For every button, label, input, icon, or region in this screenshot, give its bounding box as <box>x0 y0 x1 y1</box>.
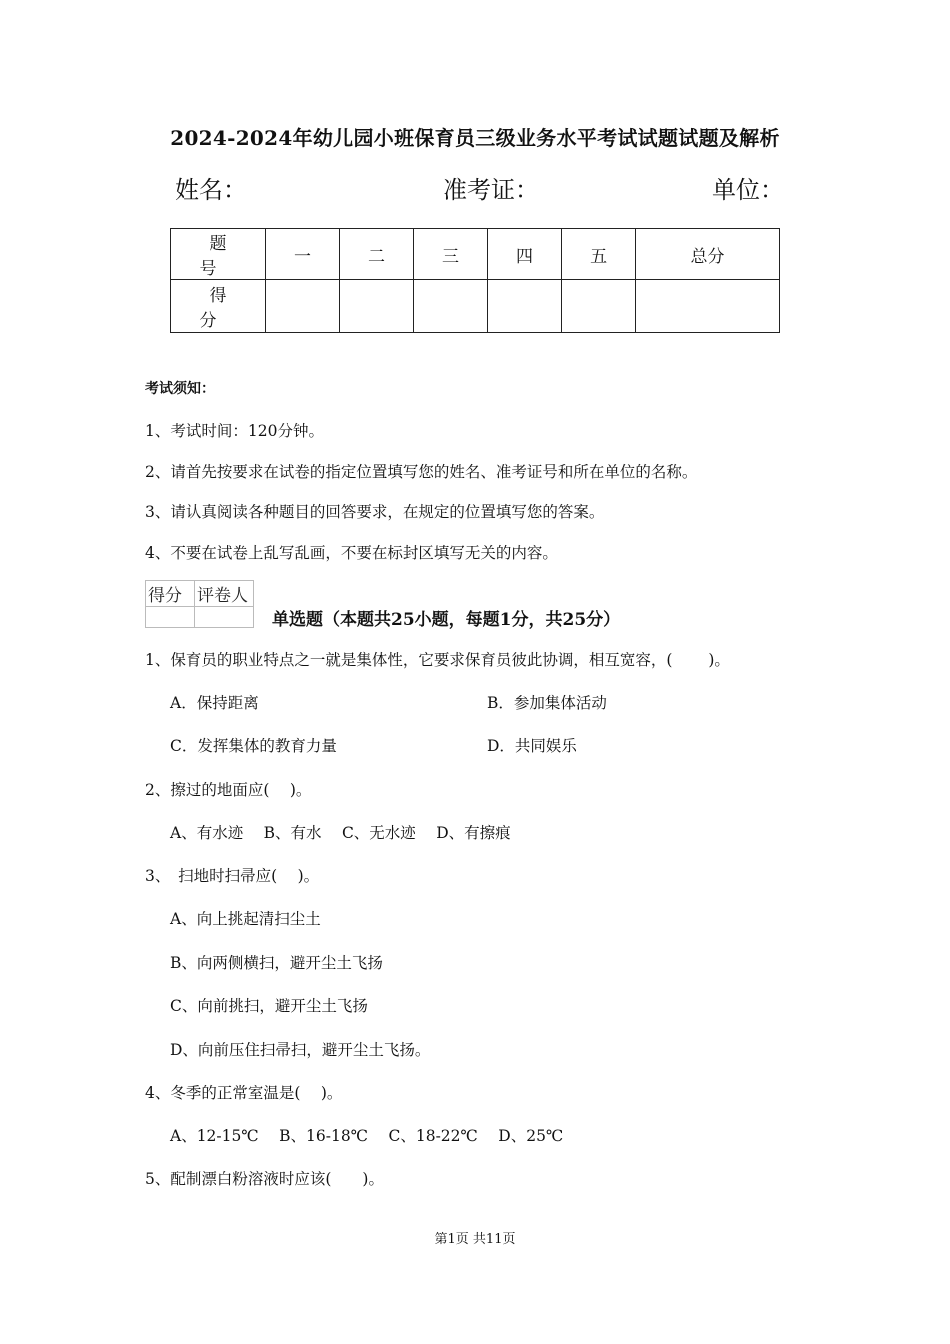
score-cell-2[interactable] <box>340 280 414 333</box>
option-c[interactable]: C．发挥集体的教育力量 <box>170 737 337 755</box>
question-stem: 2、擦过的地面应( )。 <box>145 781 312 799</box>
name-field-label: 姓名： <box>175 176 247 204</box>
question-stem: 5、配制漂白粉溶液时应该( )。 <box>145 1170 384 1188</box>
section-title: 单选题（本题共25小题，每题1分，共25分） <box>272 610 621 630</box>
option-a[interactable]: A．保持距离 <box>170 694 259 712</box>
notice-item: 3、请认真阅读各种题目的回答要求，在规定的位置填写您的答案。 <box>145 503 605 521</box>
grader-reviewer-cell[interactable] <box>195 607 254 628</box>
option-d[interactable]: D．共同娱乐 <box>487 737 577 755</box>
option-b[interactable]: B、向两侧横扫，避开尘土飞扬 <box>170 954 383 972</box>
option-line[interactable]: A、12-15℃ B、16-18℃ C、18-22℃ D、25℃ <box>170 1127 564 1145</box>
option-line[interactable]: A、有水迹 B、有水 C、无水迹 D、有擦痕 <box>170 824 511 842</box>
score-table <box>170 228 780 333</box>
score-table-header-1: 一 <box>266 229 340 280</box>
grader-score-cell[interactable] <box>146 607 195 628</box>
grader-reviewer-label: 评卷人 <box>195 581 254 607</box>
question-stem: 1、保育员的职业特点之一就是集体性，它要求保育员彼此协调，相互宽容，( )。 <box>145 651 730 669</box>
notice-item: 4、不要在试卷上乱写乱画，不要在标封区填写无关的内容。 <box>145 544 558 562</box>
page-title: 2024-2024年幼儿园小班保育员三级业务水平考试试题试题及解析 <box>170 126 780 150</box>
notice-item: 2、请首先按要求在试卷的指定位置填写您的姓名、准考证号和所在单位的名称。 <box>145 463 698 481</box>
option-d[interactable]: D、向前压住扫帚扫，避开尘土飞扬。 <box>170 1041 431 1059</box>
score-table-header-2: 二 <box>340 229 414 280</box>
score-cell-3[interactable] <box>414 280 488 333</box>
score-table-header-5: 五 <box>562 229 636 280</box>
score-cell-5[interactable] <box>562 280 636 333</box>
score-table-header-total: 总分 <box>636 229 780 280</box>
grader-box <box>145 580 254 628</box>
score-table-header-label: 题 号 <box>171 229 266 280</box>
unit-field-label: 单位： <box>712 176 784 204</box>
grader-score-label: 得分 <box>146 581 195 607</box>
question-stem: 3、 扫地时扫帚应( )。 <box>145 867 320 885</box>
option-c[interactable]: C、向前挑扫，避开尘土飞扬 <box>170 997 368 1015</box>
score-row-label: 得 分 <box>171 280 266 333</box>
score-cell-4[interactable] <box>488 280 562 333</box>
option-a[interactable]: A、向上挑起清扫尘土 <box>170 910 321 928</box>
question-stem: 4、冬季的正常室温是( )。 <box>145 1084 343 1102</box>
score-table-header-4: 四 <box>488 229 562 280</box>
notice-heading: 考试须知： <box>145 381 215 397</box>
exam-number-field-label: 准考证： <box>443 176 539 204</box>
notice-item: 1、考试时间：120分钟。 <box>145 422 324 440</box>
score-table-header-3: 三 <box>414 229 488 280</box>
score-cell-total[interactable] <box>636 280 780 333</box>
option-b[interactable]: B．参加集体活动 <box>487 694 607 712</box>
page-footer: 第1页 共11页 <box>434 1232 516 1247</box>
